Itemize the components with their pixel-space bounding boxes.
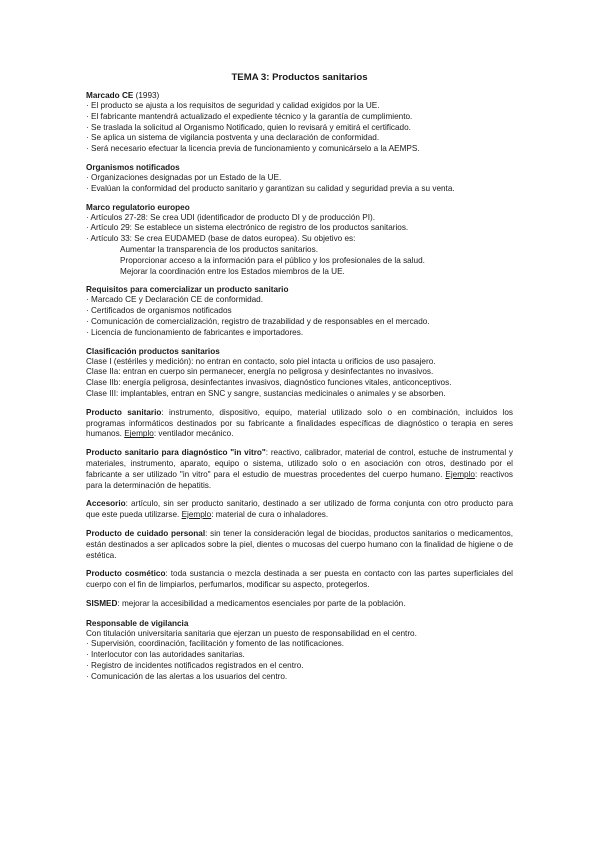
list-item: · Será necesario efectuar la licencia previa de funcionamiento y comunicárselo a la AEMPS. bbox=[86, 144, 420, 154]
section-responsable bbox=[86, 618, 513, 683]
list-item: · El fabricante mantendrá actualizado el expediente técnico y la garantía de cumplimiento. bbox=[86, 111, 413, 121]
definition-accesorio bbox=[86, 499, 513, 521]
section-organismos bbox=[86, 162, 513, 195]
list-item: · Supervisión, coordinación, facilitación y fomento de las notificaciones. bbox=[86, 639, 345, 649]
definition-text: : instrumento, dispositivo, equipo, material utilizado solo o en combinación, incluidos los programas informáticos destinados por su fabricante a finalidades específicas de diagnóstico o terapia en seres humanos. bbox=[86, 407, 513, 439]
list-item: · Certificados de organismos notificados bbox=[86, 306, 232, 316]
list-item: · Se traslada la solicitud al Organismo Notificado, quien lo revisará y emitirá el certificado. bbox=[86, 122, 411, 132]
definition-cosmetico bbox=[86, 569, 513, 591]
section-heading: Responsable de vigilancia bbox=[86, 618, 189, 628]
definition-text: : toda sustancia o mezcla destinada a ser puesta en contacto con las partes superficiales del cuerpo con el fin de limpiarlos, perfumarlos, modificar su aspecto, protegerlos. bbox=[86, 569, 513, 590]
list-item: · Registro de incidentes notificados registrados en el centro. bbox=[86, 661, 304, 671]
list-item: · Evalúan la conformidad del producto sanitario y garantizan su calidad y seguridad previa a su venta. bbox=[86, 183, 455, 193]
definition-term: SISMED bbox=[86, 598, 118, 608]
section-heading: Clasificación productos sanitarios bbox=[86, 346, 220, 356]
definition-cuidado-personal bbox=[86, 529, 513, 561]
list-item: · Se aplica un sistema de vigilancia postventa y una declaración de conformidad. bbox=[86, 133, 380, 143]
list-item: · Artículo 33: Se crea EUDAMED (base de datos europea). Su objetivo es: bbox=[86, 234, 356, 244]
list-item: · Organizaciones designadas por un Estado de la UE. bbox=[86, 172, 282, 182]
list-item: · Comunicación de comercialización, registro de trazabilidad y de responsables en el mercado. bbox=[86, 316, 430, 326]
example-text: : material de cura o inhaladores. bbox=[211, 510, 329, 520]
definition-term: Producto de cuidado personal bbox=[86, 528, 206, 538]
list-item: · Comunicación de las alertas a los usuarios del centro. bbox=[86, 671, 288, 681]
section-heading: Requisitos para comercializar un producto sanitario bbox=[86, 285, 289, 295]
section-heading: Marco regulatorio europeo bbox=[86, 202, 190, 212]
list-item: · Artículos 27-28: Se crea UDI (identificador de producto DI y de producción PI). bbox=[86, 212, 375, 222]
example-label: Ejemplo bbox=[124, 429, 154, 439]
example-label: Ejemplo bbox=[181, 510, 212, 520]
list-item: · Artículo 29: Se establece un sistema electrónico de registro de los productos sanitarios. bbox=[86, 223, 409, 233]
section-heading: Organismos notificados bbox=[86, 162, 180, 172]
sub-item: Proporcionar acceso a la información para el público y los profesionales de la salud. bbox=[120, 255, 425, 265]
definition-term: Producto sanitario para diagnóstico "in vitro" bbox=[86, 448, 266, 458]
section-clasificacion bbox=[86, 346, 513, 400]
list-item: Clase IIb: energía peligrosa, desinfectantes invasivos, diagnóstico funciones vitales, anticonceptivos. bbox=[86, 378, 452, 388]
sub-item: Mejorar la coordinación entre los Estados miembros de la UE. bbox=[120, 266, 345, 276]
definition-term: Accesorio bbox=[86, 499, 126, 509]
definition-term: Producto cosmético bbox=[86, 569, 166, 579]
list-item: Con titulación universitaria sanitaria que ejerzan un puesto de responsabilidad en el centro. bbox=[86, 628, 417, 638]
definition-text: : artículo, sin ser producto sanitario, destinado a ser utilizado de forma conjunta con otro producto para que este pueda utilizarse. bbox=[86, 499, 513, 520]
definition-text: : mejorar la accesibilidad a medicamentos esenciales por parte de la población. bbox=[117, 598, 406, 608]
heading-text: Marcado CE bbox=[86, 91, 134, 100]
list-item: · Marcado CE y Declaración CE de conformidad. bbox=[86, 295, 264, 305]
list-item: Clase IIa: entran en cuerpo sin permanecer, energía no peligrosa y desinfectantes no invasivos. bbox=[86, 367, 434, 377]
list-item: · Licencia de funcionamiento de fabricantes e importadores. bbox=[86, 327, 304, 337]
example-label: Ejemplo bbox=[445, 469, 475, 479]
sub-item: Aumentar la transparencia de los productos sanitarios. bbox=[120, 244, 318, 254]
definition-term: Producto sanitario bbox=[86, 407, 162, 417]
definition-text: : sin tener la consideración legal de biocidas, productos sanitarios o medicamentos, están destinados a ser aplicados sobre la piel, dientes o mucosas del cuerpo humano con la finalidad de higiene o de estética. bbox=[86, 528, 513, 560]
example-text: : ventilador mecánico. bbox=[153, 429, 234, 439]
definition-producto-sanitario bbox=[86, 408, 513, 440]
section-requisitos bbox=[86, 284, 513, 338]
example-text: : reactivos para la determinación de hepatitis. bbox=[86, 469, 514, 490]
definition-text: : reactivo, calibrador, material de control, estuche de instrumental y materiales, instrumento, aparato, equipo o sistema, utilizado solo o en asociación con otros, destinado por el fabricante a ser utilizado "in vitro" para el estudio de muestras procedentes del cuerpo humano. bbox=[86, 448, 514, 479]
definition-sismed bbox=[86, 599, 513, 610]
list-item: Clase I (estériles y medición): no entran en contacto, solo piel intacta u orificios de uso pasajero. bbox=[86, 356, 436, 366]
section-heading bbox=[86, 90, 513, 101]
list-item: Clase III: implantables, entran en SNC y sangre, sustancias medicinales o animales y se absorben. bbox=[86, 388, 446, 398]
section-marco-regulatorio bbox=[86, 202, 513, 278]
heading-note: (1993) bbox=[135, 91, 160, 100]
page-title: TEMA 3: Productos sanitarios bbox=[231, 72, 368, 83]
section-marcado-ce bbox=[86, 90, 513, 155]
list-item: · El producto se ajusta a los requisitos de seguridad y calidad exigidos por la UE. bbox=[86, 101, 380, 110]
list-item: · Interlocutor con las autoridades sanitarias. bbox=[86, 650, 245, 660]
definition-in-vitro bbox=[86, 448, 513, 491]
